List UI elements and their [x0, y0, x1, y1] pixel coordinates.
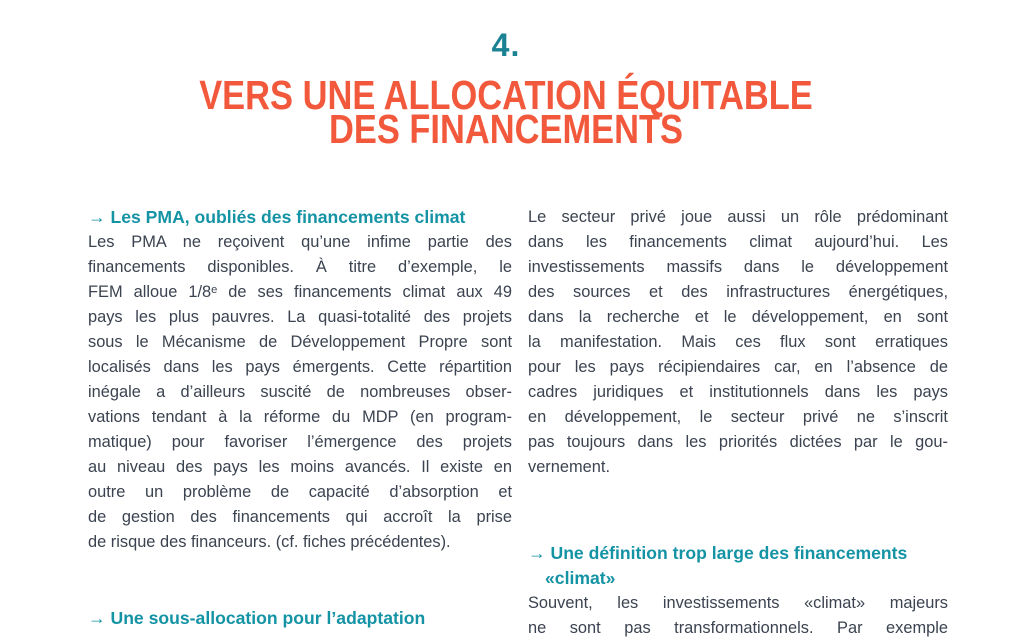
body-text-line: pour les pays récipiendaires car, en l’absence de	[528, 358, 948, 376]
body-text-line: FEM alloue 1/8ᵉ de ses financements climat aux 49	[88, 283, 512, 301]
body-text-line: des sources et des infrastructures énergétiques,	[528, 283, 948, 301]
body-text-line: cadres juridiques et institutionnels dans les pays	[528, 383, 948, 401]
subheading-block	[88, 205, 512, 230]
body-text-line: Les PMA ne reçoivent qu’une infime partie des	[88, 233, 512, 251]
subheading-line: → Les PMA, oubliés des financements climat	[88, 207, 466, 227]
page-title-line-1: VERS UNE ALLOCATION ÉQUITABLE	[199, 72, 813, 118]
body-text-line: outre un problème de capacité d’absorption et	[88, 483, 512, 501]
body-text-line: en développement, le secteur privé ne s’inscrit	[528, 408, 948, 426]
body-text-line: investissements massifs dans le développement	[528, 258, 948, 276]
subheading-block	[88, 606, 512, 631]
body-text-line: ne sont pas transformationnels. Par exemple	[528, 619, 948, 637]
subheading-line: → Une sous-allocation pour l’adaptation	[88, 608, 426, 628]
body-text-line: la manifestation. Mais ces flux sont erratiques	[528, 333, 948, 351]
body-text-line: Le secteur privé joue aussi un rôle prédominant	[528, 208, 948, 226]
page-title	[81, 72, 931, 152]
paragraph-block	[528, 591, 948, 641]
body-text-line: financements disponibles. À titre d’exemple, le	[88, 258, 512, 276]
body-text-line: de gestion des financements qui accroît la prise	[88, 508, 512, 526]
body-text-line: vernement.	[528, 458, 610, 476]
body-text-line: vations tendant à la réforme du MDP (en program-	[88, 408, 512, 426]
text-column-right	[528, 205, 948, 641]
body-text-line: sous le Mécanisme de Développement Propre sont	[88, 333, 512, 351]
body-text-line: dans les financements climat aujourd’hui. Les	[528, 233, 948, 251]
subheading-line: → Une définition trop large des financements	[528, 543, 908, 563]
text-column-left	[88, 205, 512, 631]
body-text-line: inégale a d’ailleurs suscité de nombreuses obser-	[88, 383, 512, 401]
body-text-line: localisés dans les pays émergents. Cette répartition	[88, 358, 512, 376]
body-text-line: de risque des financeurs. (cf. fiches précédentes).	[88, 533, 451, 551]
paragraph-block	[528, 205, 948, 480]
body-text-line: Souvent, les investissements «climat» majeurs	[528, 594, 948, 612]
body-text-line: au niveau des pays les moins avancés. Il existe en	[88, 458, 512, 476]
paragraph-block	[88, 230, 512, 555]
body-text-line: pas toujours dans les priorités dictées par le gou-	[528, 433, 948, 451]
body-text-line: pays les plus pauvres. La quasi-totalité des projets	[88, 308, 512, 326]
section-number: 4.	[491, 27, 521, 63]
body-text-line: matique) pour favoriser l’émergence des projets	[88, 433, 512, 451]
subheading-block	[528, 541, 948, 591]
subheading-line: «climat»	[545, 568, 616, 588]
body-text-line: dans la recherche et le développement, en sont	[528, 308, 948, 326]
page-title-line-2: DES FINANCEMENTS	[328, 106, 683, 152]
